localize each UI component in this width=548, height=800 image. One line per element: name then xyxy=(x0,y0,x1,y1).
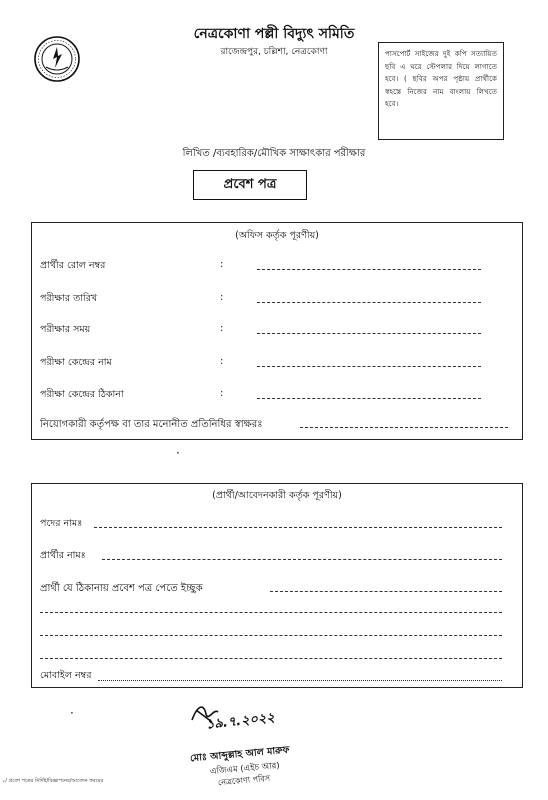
applicant-section-title: (প্রার্থী/আবেদনকারী কর্তৃক পূরণীয়) xyxy=(212,490,342,501)
official-signature xyxy=(188,700,348,790)
organization-address: রাজেন্দ্রপুর, চল্লিশা, নেত্রকোণা xyxy=(220,47,328,57)
candidate-name-field[interactable] xyxy=(102,559,502,560)
exam-date-label: পরীক্ষার তারিখ xyxy=(40,293,98,304)
exam-type-line: লিখিত /ব্যবহারিক/মৌখিক সাক্ষাৎকার পরীক্ষার xyxy=(182,148,366,159)
photo-placeholder-box: পাসপোর্ট সাইজের দুই কপি সত্যায়িত ছবি এ ঘরে স্টেপলার দিয়ে লাগাতে হবে। ( ছবির অপর পৃষ্ঠায় প্রার্থীকে স্বহস্তে নিজের নাম বাংলায় লিখতে হবে। xyxy=(378,42,504,140)
admit-card-title: প্রবেশ পত্র xyxy=(193,170,307,200)
mailing-address-field-line-1[interactable] xyxy=(270,591,502,592)
post-name-label: পদের নামঃ xyxy=(40,518,83,529)
organization-logo xyxy=(32,34,82,84)
exam-center-name-colon: : xyxy=(220,356,224,367)
mailing-address-field-line-4[interactable] xyxy=(40,658,502,659)
roll-number-field[interactable] xyxy=(257,269,481,270)
exam-date-colon: : xyxy=(220,292,224,303)
exam-date-field[interactable] xyxy=(257,302,481,303)
exam-center-address-label: পরীক্ষা কেন্দ্রের ঠিকানা xyxy=(40,389,124,400)
office-section xyxy=(31,222,523,440)
stray-mark: · xyxy=(176,446,180,460)
mobile-number-field[interactable] xyxy=(98,680,502,681)
exam-center-address-field[interactable] xyxy=(257,398,481,399)
post-name-field[interactable] xyxy=(94,527,502,528)
authority-signature-field[interactable] xyxy=(300,427,508,428)
exam-center-name-field[interactable] xyxy=(257,366,481,367)
signatory-office: নেত্রকোণা পবিস xyxy=(217,773,271,788)
signatory-designation: এজিএম (এইচ আর) xyxy=(209,760,281,778)
stray-mark-2: · xyxy=(70,706,74,720)
mailing-address-field-line-2[interactable] xyxy=(40,612,502,613)
authority-signature-label: নিয়োগকারী কর্তৃপক্ষ বা তার মনোনীত প্রতিনিধির স্বাক্ষরঃ xyxy=(40,419,263,430)
roll-number-label: প্রার্থীর রোল নম্বর xyxy=(40,260,106,271)
exam-time-colon: : xyxy=(220,323,224,334)
office-section-title: (অফিস কর্তৃক পূরণীয়) xyxy=(235,230,319,241)
signatory-name: মোঃ আব্দুল্লাহ আল মারুফ xyxy=(189,744,290,765)
footer-note: ১/ প্রবেশ পত্রের নির্দিষ্ট/বিজ্ঞাপনের/আবেদন ফরমের xyxy=(2,778,104,784)
exam-time-field[interactable] xyxy=(257,333,481,334)
organization-name: নেত্রকোণা পল্লী বিদ্যুৎ সমিতি xyxy=(193,26,355,42)
mailing-address-label: প্রার্থী যে ঠিকানায় প্রবেশ পত্র পেতে ইচ্ছুক xyxy=(40,583,203,594)
roll-number-colon: : xyxy=(220,259,224,270)
exam-center-name-label: পরীক্ষা কেন্দ্রের নাম xyxy=(40,357,112,368)
exam-time-label: পরীক্ষার সময় xyxy=(40,324,91,335)
applicant-section xyxy=(31,483,523,688)
candidate-name-label: প্রার্থীর নামঃ xyxy=(40,550,86,561)
signature-date: ১৯.৭.২০২২ xyxy=(205,710,276,733)
exam-center-address-colon: : xyxy=(220,388,224,399)
mobile-number-label: মোবাইল নম্বর xyxy=(40,670,92,681)
mailing-address-field-line-3[interactable] xyxy=(40,635,502,636)
